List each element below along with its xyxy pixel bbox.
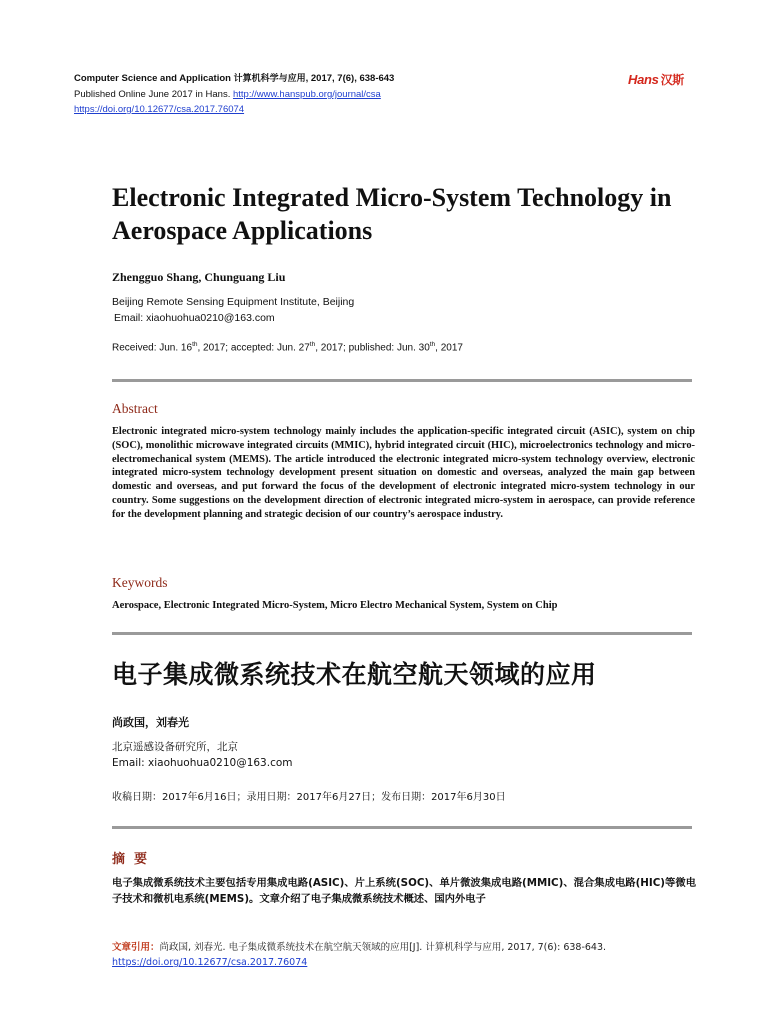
authors-cn: 尚政国，刘春光 [112,716,189,729]
paper-title-cn: 电子集成微系统技术在航空航天领域的应用 [112,660,597,689]
citation-doi-link[interactable]: https://doi.org/10.12677/csa.2017.76074 [112,957,308,968]
citation-label: 文章引用： [112,942,160,953]
divider [112,379,692,382]
journal-header [74,71,394,117]
accepted-date: , 2017; accepted: Jun. 27 [197,342,310,354]
received-date: Received: Jun. 16 [112,342,193,354]
logo-text: Hans [628,72,659,87]
divider [112,826,692,829]
dates-cn: 收稿日期：2017年6月16日；录用日期：2017年6月27日；发布日期：2017年6月30日 [112,792,506,803]
affiliation-cn: 北京遥感设备研究所，北京 [112,741,238,753]
abstract-text: Electronic integrated micro-system technology mainly includes the application-specific integrated circuit (ASIC), system on chip (SOC), monolithic microwave integrated circuits (MMIC), hybrid integrated circuit (HIC), microelectronics technology and micro-electromechanical system (MEMS). The article introduced the electronic integrated micro-system technology overview, electronic integrated micro-system technology development present situation on domestic and overseas, analyzed the main gap between domestic and overseas, and put forward the focus of the development of electronic integrated micro-system technology in our country. Some suggestions on the development direction of electronic integrated micro-system in aerospace, can provide reference for the development planning and strategic decision of our country’s aerospace industry. [112,426,695,520]
doi-link[interactable]: https://doi.org/10.12677/csa.2017.76074 [74,104,245,115]
published-date: , 2017; published: Jun. 30 [315,342,430,354]
published-online: Published Online June 2017 in Hans. [74,89,231,100]
journal-link[interactable]: http://www.hanspub.org/journal/csa [232,89,381,100]
citation [112,940,697,970]
abstract-heading-cn: 摘要 [112,852,157,867]
affiliation-block-cn [112,739,293,771]
abstract-heading: Abstract [112,401,158,416]
publisher-logo [628,71,684,88]
citation-text: 尚政国, 刘春光. 电子集成微系统技术在航空航天领域的应用[J]. 计算机科学与应用, 2017, 7(6): 638-643. [159,942,607,953]
email-cn: Email: xiaohuohua0210@163.com [112,757,293,769]
paper-title: Electronic Integrated Micro-System Technology in Aerospace Applications [112,183,672,245]
affiliation-block [112,294,354,326]
divider [112,632,692,635]
keywords-heading: Keywords [112,575,168,590]
authors: Zhengguo Shang, Chunguang Liu [112,270,286,284]
keywords-text: Aerospace, Electronic Integrated Micro-System, Micro Electro Mechanical System, System on Chip [112,600,558,611]
journal-name-cn: 计算机科学与应用 [233,74,306,84]
journal-name: Computer Science and Application [74,73,231,84]
logo-text-cn: 汉斯 [660,73,684,87]
email: Email: xiaohuohua0210@163.com [114,312,275,324]
abstract-text-cn: 电子集成微系统技术主要包括专用集成电路(ASIC)、片上系统(SOC)、单片微波集成电路(MMIC)、混合集成电路(HIC)等微电子技术和微机电系统(MEMS)。文章介绍了电子集成微系统技术概述、国内外电子 [112,877,696,905]
dates: Received: Jun. 16th, 2017; accepted: Jun. 27th, 2017; published: Jun. 30th, 2017 [112,341,463,354]
affiliation: Beijing Remote Sensing Equipment Institute, Beijing [112,296,355,308]
journal-volume: , 2017, 7(6), 638-643 [305,73,395,84]
